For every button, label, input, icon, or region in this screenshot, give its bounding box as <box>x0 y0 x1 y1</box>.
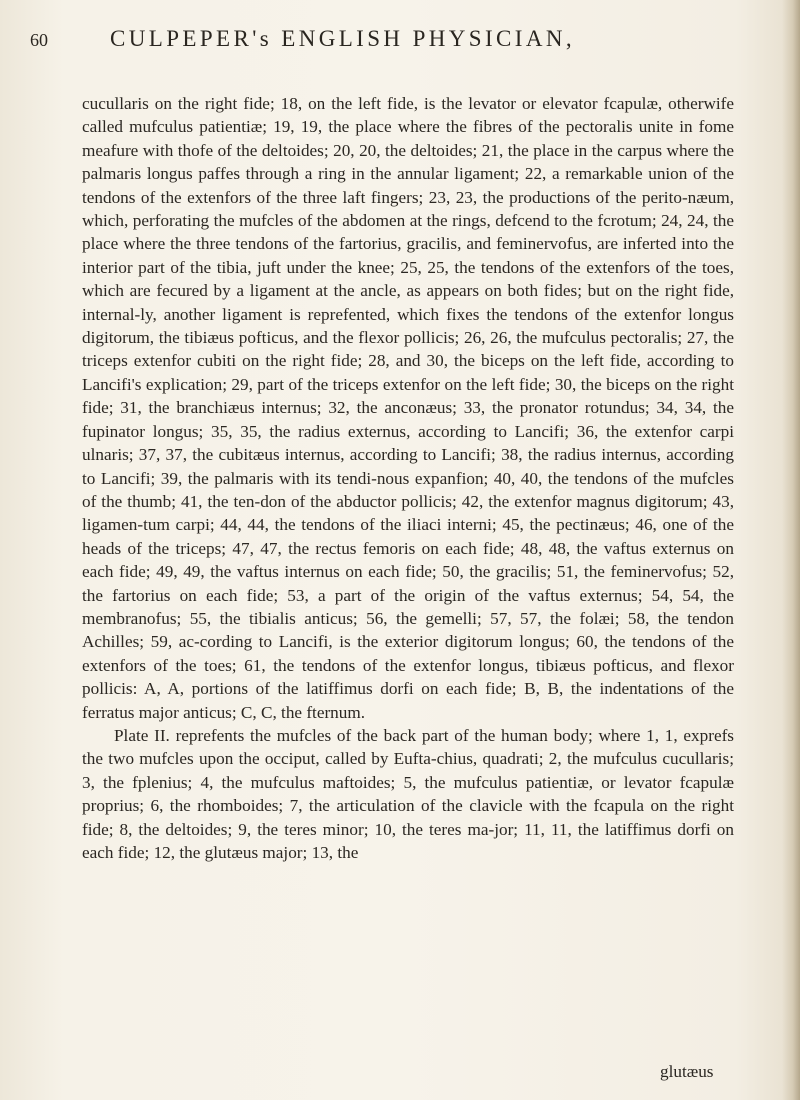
catchword: glutæus <box>660 1062 714 1081</box>
running-head <box>30 26 750 56</box>
paragraph-plate-two: Plate II. reprefents the mufcles of the back part of the human body; where 1, 1, exprefs the two mufcles upon the occiput, called by Eufta-chius, quadrati; 2, the mufculus cucullaris; 3, the fplenius; 4, the mufculus maftoides; 5, the mufculus patientiæ, or levator fcapulæ proprius; 6, the rhomboides; 7, the articulation of the clavicle with the fcapula on the right fide; 8, the deltoides; 9, the teres minor; 10, the teres ma-jor; 11, 11, the latiffimus dorfi on each fide; 12, the glutæus major; 13, the <box>82 725 734 862</box>
paragraph-plate-one-legend: cucullaris on the right fide; 18, on the left fide, is the levator or elevator fcapulæ, otherwife called mufculus patientiæ; 19, 19, the place where the fibres of the pectoralis unite in fome meafure with thofe of the deltoides; 20, 20, the deltoides; 21, the place in the carpus where the palmaris longus paffes through a ring in the annular ligament; 22, a remarkable union of the tendons of the extenfors of the three laft fingers; 23, 23, the productions of the perito-næum, which, perforating the mufcles of the abdomen at the rings, defcend to the fcrotum; 24, 24, the place where the three tendons of the fartorius, gracilis, and feminervofus, are inferted into the interior part of the tibia, juft under the knee; 25, 25, the tendons of the extenfors of the toes, which are fecured by a ligament at the ancle, as appears on both fides; but on the right fide, internal-ly, another ligament is reprefented, which fixes the tendons of the extenfor longus digitorum, the tibiæus pofticus, and the flexor pollicis; 26, 26, the mufculus pectoralis; 27, the triceps extenfor cubiti on the right fide; 28, and 30, the biceps on the left fide, according to Lancifi's explication; 29, part of the triceps extenfor on the left fide; 30, the biceps on the right fide; 31, the branchiæus internus; 32, the anconæus; 33, the pronator rotundus; 34, 34, the fupinator longus; 35, 35, the radius externus, according to Lancifi; 36, the extenfor carpi ulnaris; 37, 37, the cubitæus internus, according to Lancifi; 38, the radius internus, according to Lancifi; 39, the palmaris with its tendi-nous expanfion; 40, 40, the tendons of the mufcles of the thumb; 41, the ten-don of the abductor pollicis; 42, the extenfor magnus digitorum; 43, ligamen-tum carpi; 44, 44, the tendons of the iliaci interni; 45, the pectinæus; 46, one of the heads of the triceps; 47, 47, the rectus femoris on each fide; 48, 48, the vaftus externus on each fide; 49, 49, the vaftus internus on each fide; 50, the gracilis; 51, the feminervofus; 52, the fartorius on each fide; 53, a part of the origin of the vaftus externus; 54, 54, the membranofus; 55, the tibialis anticus; 56, the gemelli; 57, 57, the folæi; 58, the tendon Achilles; 59, ac-cording to Lancifi, is the exterior digitorum longus; 60, the tendons of the extenfors of the toes; 61, the tendons of the extenfor longus, tibiæus pofticus, and flexor pollicis: A, A, portions of the latiffimus dorfi on each fide; B, B, the indentations of the ferratus major anticus; C, C, the fternum. <box>82 94 734 722</box>
page-edge-shadow <box>782 0 800 1100</box>
page-number: 60 <box>30 30 48 50</box>
body-text <box>82 92 734 864</box>
running-title: CULPEPER's ENGLISH PHYSICIAN, <box>110 26 576 51</box>
